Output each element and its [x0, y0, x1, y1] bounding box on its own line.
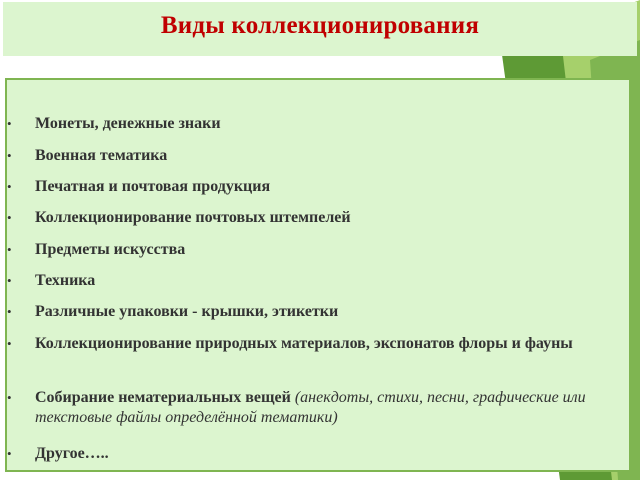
- list-item-note: (анекдоты, стихи, песни, графические или текстовые файлы определённой тематики): [35, 389, 586, 426]
- list-item: [7, 114, 607, 134]
- bullet-icon: •: [7, 179, 12, 194]
- list-item: [7, 444, 607, 464]
- list-item: [7, 208, 607, 228]
- list-item: [7, 146, 607, 166]
- slide-title: Виды коллекционирования: [160, 12, 480, 39]
- list-item: [7, 388, 607, 428]
- list-item: [7, 334, 607, 354]
- list-item: [7, 271, 607, 291]
- list-item-text: Другое…..: [35, 445, 109, 462]
- list-item: [7, 302, 607, 322]
- bullet-icon: •: [7, 446, 12, 461]
- list-item-text: Печатная и почтовая продукция: [35, 178, 271, 195]
- list-item-text: Коллекционирование природных материалов, экспонатов флоры и фауны: [35, 335, 573, 352]
- list-item-text: Коллекционирование почтовых штемпелей: [35, 209, 351, 226]
- list-item-text: Техника: [35, 272, 96, 289]
- bullet-icon: •: [7, 116, 12, 131]
- content-panel: [5, 78, 631, 472]
- bullet-icon: •: [7, 336, 12, 351]
- bullet-icon: •: [7, 273, 12, 288]
- bullet-icon: •: [7, 242, 12, 257]
- list-item-main-text: Собирание нематериальных вещей: [35, 389, 295, 406]
- bullet-icon: •: [7, 304, 12, 319]
- list-item-text: Различные упаковки - крышки, этикетки: [35, 303, 339, 320]
- list-item-text: Военная тематика: [35, 147, 168, 164]
- list-item: [7, 177, 607, 197]
- list-item-text: Монеты, денежные знаки: [35, 115, 221, 132]
- list-item-text: [35, 388, 607, 428]
- title-panel: [3, 2, 637, 56]
- list-item: [7, 240, 607, 260]
- bullet-icon: •: [7, 210, 12, 225]
- bullet-icon: •: [7, 148, 12, 163]
- list-item-text: Предметы искусства: [35, 241, 186, 258]
- bullet-icon: •: [7, 390, 12, 405]
